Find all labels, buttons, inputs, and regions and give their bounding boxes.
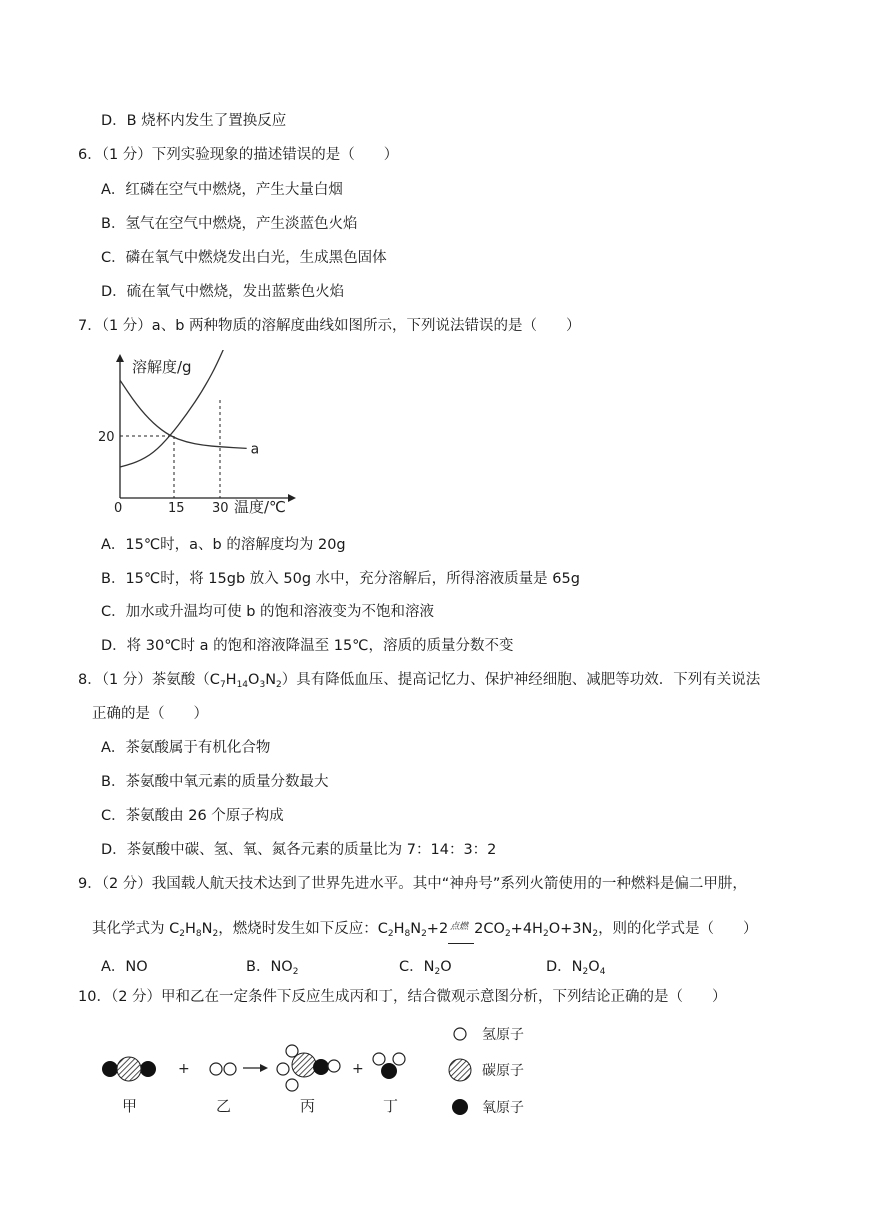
q8-option-d: [101, 840, 496, 860]
subscript: 2: [542, 929, 549, 939]
hydrogen-atom: [393, 1053, 405, 1065]
hydrogen-atom: [224, 1063, 236, 1075]
option-label: C．: [399, 959, 424, 975]
subscript: 4: [599, 967, 606, 977]
subscript: 2: [387, 929, 394, 939]
option-text: 红磷在空气中燃烧，产生大量白烟: [125, 182, 343, 198]
equation-text: O+3N: [548, 921, 593, 937]
oxygen-atom-icon: [452, 1099, 468, 1115]
subscript: 2: [434, 967, 441, 977]
element-symbol: O: [248, 672, 260, 688]
q8-option-a: [101, 738, 270, 758]
molecule-label: 丁: [383, 1097, 399, 1115]
x-tick-label: 0: [114, 501, 123, 516]
legend-label: 氧原子: [482, 1100, 524, 1116]
oxygen-atom: [381, 1063, 397, 1079]
option-label: C．: [101, 808, 126, 824]
q9-option-c: [399, 955, 452, 977]
molecule-ding: [373, 1053, 405, 1079]
q6-option-b: [101, 214, 357, 234]
option-text: N: [571, 959, 583, 975]
option-label: D．: [101, 638, 127, 654]
stem-text: ，则的化学式是（ ）: [598, 921, 758, 937]
hydrogen-atom: [373, 1053, 385, 1065]
q7-option-d: [101, 636, 513, 656]
hydrogen-atom-icon: [454, 1028, 466, 1040]
element-symbol: N: [265, 672, 277, 688]
stem-text: ，燃烧时发生如下反应：C: [218, 921, 388, 937]
question-8-stem-line2: 正确的是（ ）: [92, 706, 208, 722]
option-label: A．: [101, 182, 126, 198]
option-label: C．: [101, 250, 126, 266]
q7-option-b: [101, 569, 580, 589]
oxygen-atom: [140, 1061, 156, 1077]
stem-text: 8．（1 分）茶氨酸（C: [78, 672, 220, 688]
question-9-stem: 9．（2 分）我国载人航天技术达到了世界先进水平。其中“神舟号”系列火箭使用的一种燃料是偏二甲肼，: [78, 876, 747, 892]
q7-option-c: [101, 602, 434, 622]
hydrogen-atom: [286, 1045, 298, 1057]
q9-option-a: [101, 955, 148, 976]
option-text: 15℃时，将 15gb 放入 50g 水中，充分溶解后，所得溶液质量是 65g: [125, 571, 580, 587]
subscript: 2: [504, 929, 511, 939]
equation-text: +4H: [510, 921, 543, 937]
subscript: 8: [404, 929, 411, 939]
question-6-stem: 6．（1 分）下列实验现象的描述错误的是（ ）: [78, 147, 399, 163]
subscript: 2: [276, 680, 282, 690]
option-label: D．: [101, 284, 127, 300]
molecule-label: 甲: [122, 1097, 138, 1115]
option-text: 茶氨酸中碳、氢、氧、氮各元素的质量比为 7：14：3：2: [126, 842, 497, 858]
subscript: 8: [195, 929, 202, 939]
subscript: 7: [219, 680, 226, 690]
carbon-atom: [292, 1053, 316, 1077]
option-text: 氢气在空气中燃烧，产生淡蓝色火焰: [125, 216, 358, 232]
subscript: 2: [292, 967, 299, 977]
option-text: 硫在氧气中燃烧，发出蓝紫色火焰: [126, 284, 345, 300]
equation-text: 2CO: [474, 921, 505, 937]
subscript: 2: [421, 929, 427, 939]
legend-label: 碳原子: [482, 1063, 524, 1079]
question-7-stem: 7．（1 分）a、b 两种物质的溶解度曲线如图所示，下列说法错误的是（ ）: [78, 318, 581, 334]
y-axis-arrow: [116, 354, 124, 362]
option-text: O: [588, 959, 600, 975]
option-text: 15℃时，a、b 的溶解度均为 20g: [125, 537, 346, 553]
solubility-chart: [90, 350, 300, 520]
hydrogen-atom: [286, 1079, 298, 1091]
subscript: 2: [212, 929, 219, 939]
oxygen-atom: [313, 1059, 329, 1075]
element-symbol: N: [410, 921, 422, 937]
element-symbol: H: [225, 672, 237, 688]
option-text: 将 30℃时 a 的饱和溶液降温至 15℃，溶质的质量分数不变: [126, 638, 514, 654]
stem-text: 其化学式为 C: [92, 921, 180, 937]
series-line-a: [120, 380, 247, 448]
hydrogen-atom: [277, 1063, 289, 1075]
top-option-d: [101, 111, 286, 131]
y-tick-label: 20: [98, 430, 115, 445]
subscript: 3: [259, 680, 266, 690]
carbon-atom: [117, 1057, 141, 1081]
x-tick-label: 15: [168, 501, 185, 516]
option-text: 茶氨酸属于有机化合物: [125, 740, 271, 756]
reaction-line: [448, 943, 474, 944]
q9-option-d: [546, 955, 605, 977]
option-label: A．: [101, 537, 126, 553]
reaction-condition: 点燃: [450, 922, 469, 932]
option-label: A．: [101, 959, 126, 975]
option-text: 茶氨酸中氧元素的质量分数最大: [125, 774, 329, 790]
q8-option-c: [101, 806, 284, 826]
option-text: B 烧杯内发生了置换反应: [126, 113, 287, 129]
option-text: 磷在氧气中燃烧发出白光，生成黑色固体: [125, 250, 387, 266]
q9-option-b: [246, 955, 298, 977]
x-axis-label: 温度/℃: [234, 498, 286, 516]
question-9-equation-line: [92, 919, 758, 944]
question-8-stem: [78, 670, 760, 695]
plus-sign: +: [352, 1061, 364, 1077]
plus-sign: +: [178, 1061, 190, 1077]
option-text: N: [423, 959, 435, 975]
subscript: 2: [179, 929, 185, 939]
carbon-atom-icon: [449, 1059, 471, 1081]
option-label: D．: [546, 959, 572, 975]
element-symbol: H: [393, 921, 405, 937]
y-axis-label: 溶解度/g: [132, 358, 192, 376]
x-axis-arrow: [288, 494, 296, 502]
series-label-a: a: [250, 441, 260, 458]
option-text: NO: [270, 959, 293, 975]
option-label: A．: [101, 740, 126, 756]
arrow-head: [260, 1064, 268, 1072]
q6-option-d: [101, 282, 344, 302]
option-label: B．: [246, 959, 271, 975]
option-text: 茶氨酸由 26 个原子构成: [125, 808, 284, 824]
q6-option-a: [101, 180, 343, 200]
option-text: O: [440, 959, 452, 975]
option-label: D．: [101, 113, 127, 129]
oxygen-atom: [102, 1061, 118, 1077]
legend-label: 氢原子: [482, 1027, 524, 1043]
q7-option-a: [101, 535, 346, 555]
subscript: 2: [592, 929, 599, 939]
option-text: 加水或升温均可使 b 的饱和溶液变为不饱和溶液: [125, 604, 435, 620]
hydrogen-atom: [210, 1063, 222, 1075]
x-tick-label: 30: [212, 501, 229, 516]
hydrogen-atom: [328, 1060, 340, 1072]
molecule-jia: [102, 1057, 156, 1081]
option-label: D．: [101, 842, 127, 858]
micro-reaction-diagram: [90, 1018, 560, 1128]
stem-text: ）具有降低血压、提高记忆力、保护神经细胞、减肥等功效．下列有关说法: [281, 672, 761, 688]
option-label: B．: [101, 216, 126, 232]
molecule-yi: [210, 1063, 236, 1075]
molecule-label: 丙: [300, 1097, 316, 1115]
question-10-stem: 10．（2 分）甲和乙在一定条件下反应生成丙和丁，结合微观示意图分析，下列结论正确的是（ ）: [78, 989, 727, 1005]
subscript: 14: [236, 680, 249, 690]
molecule-label: 乙: [216, 1097, 232, 1115]
q6-option-c: [101, 248, 387, 268]
q8-option-b: [101, 772, 328, 792]
element-symbol: N: [201, 921, 213, 937]
element-symbol: H: [184, 921, 196, 937]
option-label: B．: [101, 571, 126, 587]
legend: [449, 1027, 524, 1116]
molecule-bing: [277, 1045, 340, 1091]
equation-plus: +2: [426, 921, 449, 937]
option-text: NO: [125, 959, 148, 975]
subscript: 2: [582, 967, 589, 977]
option-label: B．: [101, 774, 126, 790]
option-label: C．: [101, 604, 126, 620]
